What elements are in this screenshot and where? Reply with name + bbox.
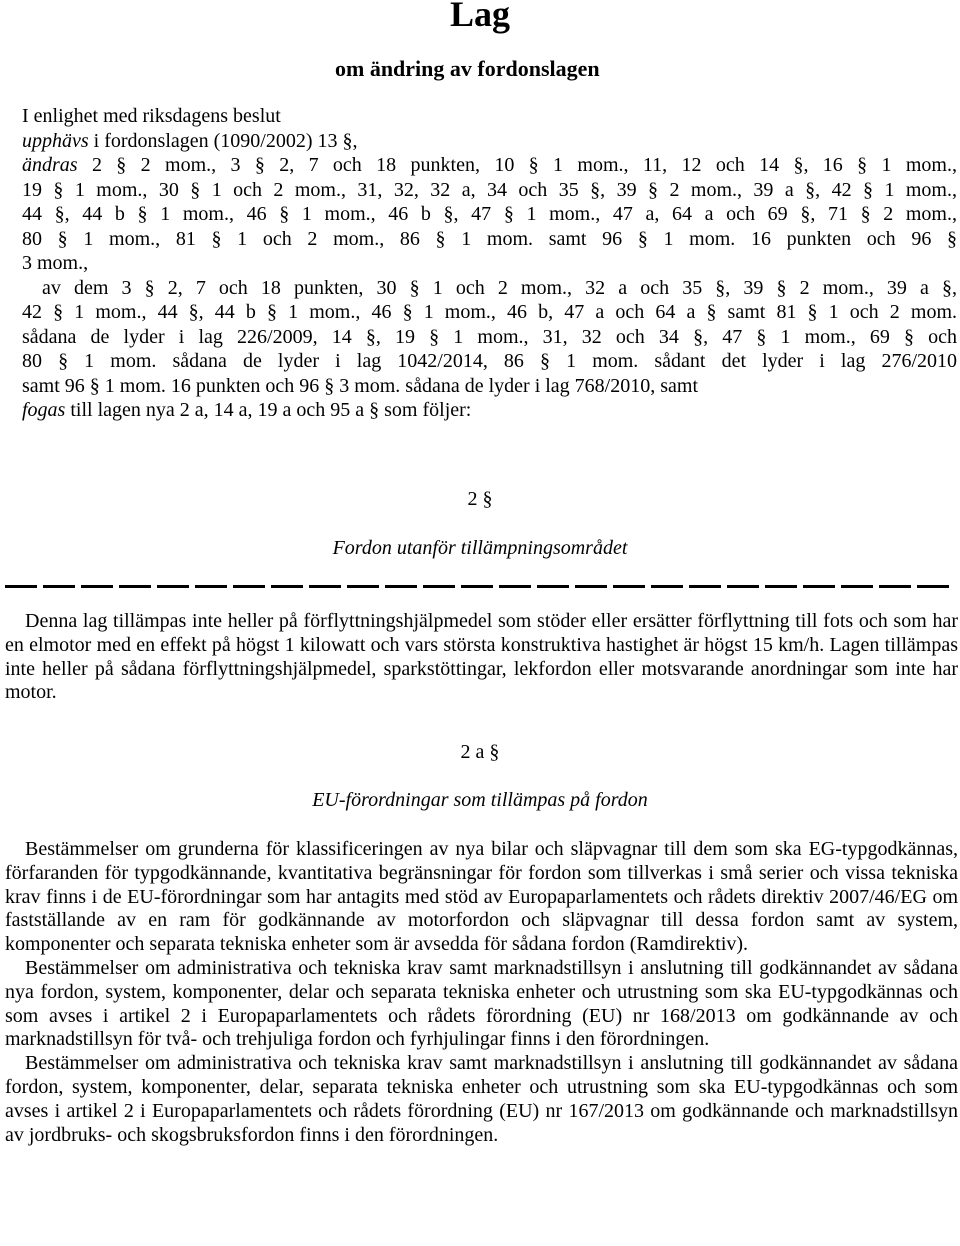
amended-line: 80 § 1 mom., 81 § 1 och 2 mom., 86 § 1 mom. samt 96 § 1 mom. 16 punkten och 96 § bbox=[22, 227, 957, 250]
amended-label: ändras bbox=[22, 154, 78, 176]
section-2-title: Fordon utanför tillämpningsområdet bbox=[332, 537, 628, 559]
section-2a-number: 2 a § bbox=[460, 741, 500, 763]
section-2a-paragraph: Bestämmelser om grunderna för klassificeringen av nya bilar och släpvagnar till dem som ska EG-typgodkännas, förfaranden för typgodkännande, kvantitativa begränsningar för fordon som tillverkas i små serier och vissa tekniska krav finns i de EU-förordningar som har antagits med stöd av Europaparlamentets och rådets direktiv 2007/46/EG om fastställande av en ram för godkännande av motorfordon och släpvagnar till dessa fordon samt av system, komponenter och separata tekniska enheter som är avsedda för sådana fordon (Ramdirektiv). bbox=[5, 838, 958, 956]
amended-line: 44 §, 44 b § 1 mom., 46 § 1 mom., 46 b §, 47 § 1 mom., 47 a, 64 a och 69 §, 71 § 2 mom., bbox=[22, 203, 957, 225]
of-which-line: samt 96 § 1 mom. 16 punkten och 96 § 3 mom. sådana de lyder i lag 768/2010, samt bbox=[22, 374, 699, 397]
section-2-body bbox=[5, 610, 958, 705]
preamble bbox=[22, 104, 957, 423]
page-subtitle: om ändring av fordonslagen bbox=[335, 56, 600, 81]
of-which-line: av dem 3 § 2, 7 och 18 punkten, 30 § 1 och 2 mom., 32 a och 35 §, 39 § 2 mom., 39 a §, bbox=[42, 276, 957, 299]
added-label: fogas bbox=[22, 399, 66, 421]
of-which-line: 80 § 1 mom. sådana de lyder i lag 1042/2014, 86 § 1 mom. sådant det lyder i lag 276/2010 bbox=[22, 350, 957, 372]
repealed-line bbox=[22, 129, 957, 154]
amended-line: 19 § 1 mom., 30 § 1 och 2 mom., 31, 32, 32 a, 34 och 35 §, 39 § 2 mom., 39 a §, 42 § 1 mom., bbox=[22, 178, 957, 201]
repealed-label: upphävs bbox=[22, 129, 89, 152]
of-which-line: 42 § 1 mom., 44 §, 44 b § 1 mom., 46 § 1 mom., 46 b, 47 a och 64 a § samt 81 § 1 och 2 mom. bbox=[22, 301, 957, 323]
amended-line: 3 mom., bbox=[22, 252, 89, 274]
section-2a-paragraph: Bestämmelser om administrativa och tekniska krav samt marknadstillsyn i anslutning till godkännandet av sådana nya fordon, system, komponenter, delar och separata tekniska enheter och utrustning som ska EU-typgodkännas och som avses i artikel 2 i Europaparlamentets och rådets förordning (EU) nr 168/2013 om godkännande av och marknadstillsyn för två- och trehjuliga fordon och fyrhjulingar finns i den förordningen. bbox=[5, 956, 958, 1051]
added-text: till lagen nya 2 a, 14 a, 19 a och 95 a § som följer: bbox=[65, 399, 472, 421]
section-2a-paragraph: Bestämmelser om administrativa och tekniska krav samt marknadstillsyn i anslutning till godkännandet av sådana fordon, system, komponenter, delar, separata tekniska enheter och utrustning som ska EU-typgodkännas och som avses i artikel 2 i Europaparlamentets och rådets förordning (EU) nr 167/2013 om godkännande och marknadstillsyn av jordbruks- och skogsbruksfordon finns i den förordningen. bbox=[5, 1052, 958, 1146]
amended-text: 2 § 2 mom., 3 § 2, 7 och 18 punkten, 10 § 1 mom., 11, 12 och 14 §, 16 § 1 mom., bbox=[77, 154, 957, 176]
page-title: Lag bbox=[449, 0, 510, 34]
repealed-text: i fordonslagen (1090/2002) 13 §, bbox=[88, 129, 358, 152]
section-2a-body bbox=[5, 838, 958, 1147]
of-which-line: sådana de lyder i lag 226/2009, 14 §, 19 § 1 mom., 31, 32 och 34 §, 47 § 1 mom., 69 § och bbox=[22, 325, 957, 348]
added-line bbox=[22, 398, 957, 423]
section-2-paragraph: Denna lag tillämpas inte heller på förflyttningshjälpmedel som stöder eller ersätter förflyttning till fots och som har en elmotor med en effekt på högst 1 kilowatt och vars största konstruktiva hastighet är högst 15 km/h. Lagen tillämpas inte heller på sådana förflyttningshjälpmedel, sparkstöttingar, lekfordon eller motsvarande anordningar som inte har motor. bbox=[5, 610, 958, 704]
preamble-line: I enlighet med riksdagens beslut bbox=[22, 105, 281, 127]
section-2a-title: EU-förordningar som tillämpas på fordon bbox=[312, 789, 648, 811]
amended-line bbox=[22, 153, 957, 178]
section-2-number: 2 § bbox=[467, 488, 493, 510]
omission-dashes bbox=[5, 585, 955, 588]
